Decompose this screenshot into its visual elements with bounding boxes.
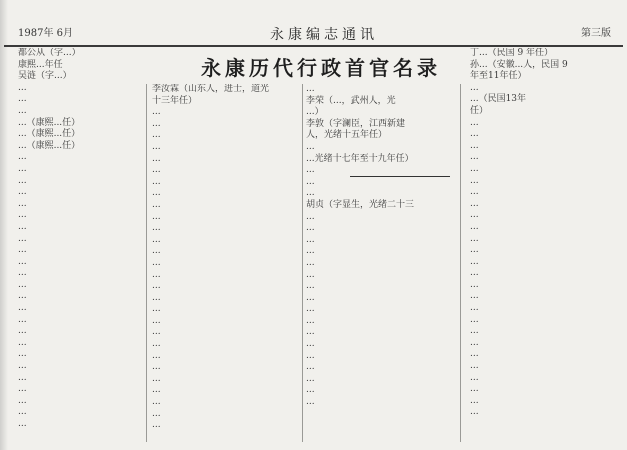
text-line: ... [306,234,315,245]
text-line: ... [18,163,27,174]
article-title: 永康历代行政首官名录 [201,56,441,80]
text-line: ... [152,223,161,234]
text-line: ... [152,199,161,210]
text-line: ... [470,268,479,279]
issue-date: 1987年 6月 [18,28,73,39]
handwritten-underline [350,176,450,177]
text-line: ...） [306,107,324,118]
text-line: ... [152,397,161,408]
text-line: ...（康熙...任） [18,140,81,151]
text-line: ... [18,326,27,337]
text-line: ... [18,361,27,372]
text-line: ... [18,245,27,256]
text-column-1 [18,48,136,444]
text-line: 十三年任） [152,95,198,106]
text-line: ... [306,269,315,280]
text-line: 都公从（字...） [18,48,81,58]
text-line: 任） [470,105,489,116]
text-line: 年至11年任） [470,71,527,82]
text-line: ... [470,372,479,383]
text-line: ... [470,407,479,418]
text-line: ... [470,303,479,314]
text-line: ... [306,327,315,338]
text-line: ... [306,176,315,187]
text-line: ... [152,118,161,129]
text-line: ... [152,165,161,176]
text-line: ... [470,291,479,302]
text-line: ... [470,82,479,93]
text-line: ... [470,233,479,244]
text-line: 人，光绪十五年任） [306,130,388,141]
text-line: ... [470,129,479,140]
text-line: ... [470,210,479,221]
text-line: ... [18,105,27,116]
text-line: ...（康熙...任） [18,129,81,140]
text-line: 孙...（安徽...人，民国 9 [470,59,568,70]
text-line: ... [470,361,479,372]
text-line: ... [18,279,27,290]
text-line: ... [306,362,315,373]
page-binding-shadow [0,0,8,450]
text-line: ... [18,314,27,325]
text-line: ... [152,176,161,187]
text-line: ... [470,140,479,151]
text-line: ... [306,211,315,222]
publication-title: 永康编志通讯 [270,27,378,43]
text-line: ... [18,175,27,186]
text-line: ... [152,211,161,222]
text-line: ... [306,350,315,361]
text-line: ... [18,407,27,418]
text-line: ... [18,419,27,429]
text-line: ... [152,234,161,245]
text-line: ... [470,163,479,174]
text-line: ... [152,257,161,268]
text-line: ... [152,107,161,118]
text-line: 李汝霖（山东人，进士，道光 [152,84,270,94]
text-line: ... [306,397,315,408]
text-line: ... [18,349,27,360]
text-line: ... [306,292,315,303]
text-line: ... [306,281,315,292]
text-line: ... [152,339,161,350]
text-line: ... [470,384,479,395]
text-line: ... [18,187,27,198]
text-line: 李敦（字澜臣，江西新建 [306,118,406,129]
text-line: ... [470,314,479,325]
text-line: ... [470,349,479,360]
text-line: ... [306,315,315,326]
text-line: ... [306,188,315,199]
text-column-2 [152,84,300,444]
text-line: ... [306,141,315,152]
column-divider [302,84,303,442]
text-line: ... [306,84,315,94]
page-number: 第三版 [581,28,611,39]
column-divider [146,84,147,442]
text-line: 胡贞（字显生，光绪二十三 [306,199,415,210]
text-line: ... [152,420,161,431]
text-line: 丁...（民国 9 年任） [470,48,554,58]
text-line: ... [470,198,479,209]
text-line: ... [18,337,27,348]
text-line: ... [152,362,161,373]
text-line: ... [306,373,315,384]
text-line: 李荣（...，武州人，光 [306,95,396,106]
text-line: ...（民国13年 [470,94,527,105]
text-line: ... [152,327,161,338]
header-rule [4,45,623,47]
text-line: ... [152,373,161,384]
text-line: ...（康熙...任） [18,117,81,128]
text-line: 吴涟（字...） [18,71,72,82]
text-line: ... [18,94,27,105]
text-line: ... [306,165,315,176]
text-line: ... [470,117,479,128]
text-line: ... [18,372,27,383]
text-line: ... [18,82,27,93]
text-column-3 [306,84,450,444]
text-line: ... [306,257,315,268]
text-line: ... [152,350,161,361]
text-line: ... [152,269,161,280]
text-line: ... [470,175,479,186]
text-line: ... [18,221,27,232]
text-line: ... [152,246,161,257]
text-line: ... [18,303,27,314]
text-line: ... [152,281,161,292]
text-line: ... [152,153,161,164]
text-column-4 [470,48,620,444]
text-line: ... [152,408,161,419]
text-line: ... [152,130,161,141]
text-line: ... [470,152,479,163]
text-line: ... [470,245,479,256]
text-line: ... [470,187,479,198]
text-line: ... [306,304,315,315]
text-line: ... [18,256,27,267]
text-line: ... [306,339,315,350]
text-line: ... [306,385,315,396]
text-line: ... [152,315,161,326]
text-line: ... [152,188,161,199]
text-line: ... [18,268,27,279]
text-line: ... [470,221,479,232]
column-divider [460,84,461,442]
text-line: ... [18,395,27,406]
text-line: ... [306,246,315,257]
text-line: ... [470,326,479,337]
text-line: ... [470,337,479,348]
text-line: ... [152,141,161,152]
text-line: ... [470,279,479,290]
text-line: ... [18,152,27,163]
text-line: ... [18,198,27,209]
text-line: ... [470,256,479,267]
text-line: 康熙...年任 [18,59,63,70]
text-line: ... [470,395,479,406]
text-line: ... [18,291,27,302]
text-line: ...光绪十七年至十九年任） [306,153,414,164]
text-line: ... [152,385,161,396]
text-line: ... [152,292,161,303]
text-line: ... [306,223,315,234]
text-line: ... [152,304,161,315]
text-line: ... [18,210,27,221]
text-line: ... [18,233,27,244]
text-line: ... [18,384,27,395]
